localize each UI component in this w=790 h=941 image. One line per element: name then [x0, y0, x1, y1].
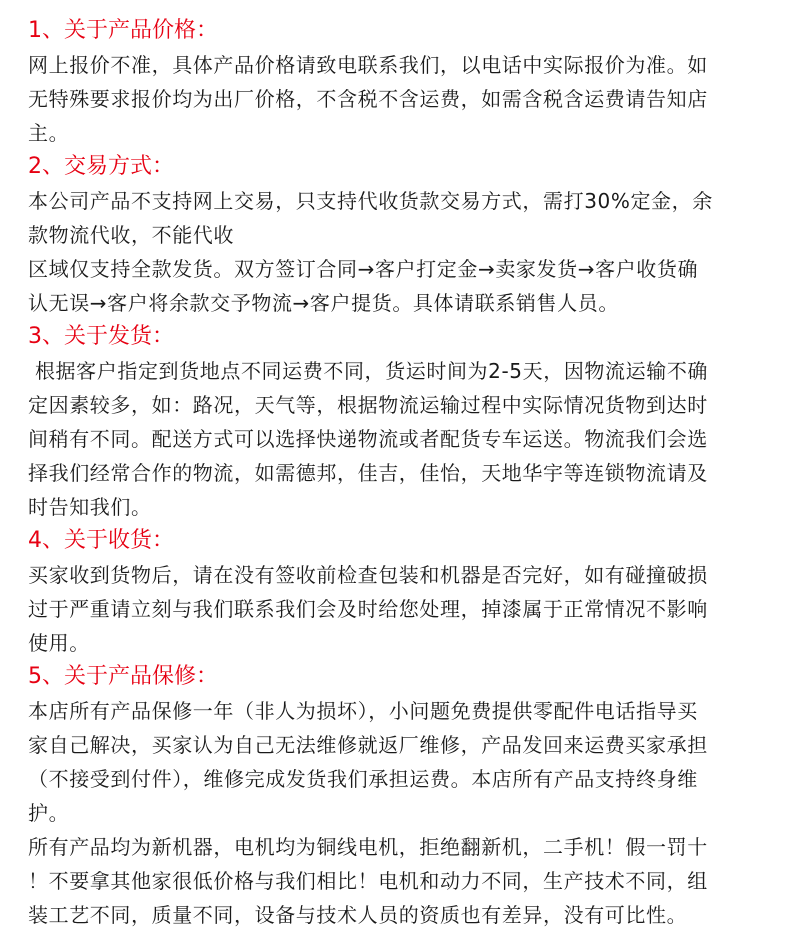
section-body-trade	[28, 184, 772, 320]
text-line: 定因素较多，如：路况，天气等，根据物流运输过程中实际情况货物到达时	[28, 393, 708, 417]
section-heading-receiving: 4、关于收货：	[28, 528, 174, 553]
text-line: 认无误→客户将余款交予物流→客户提货。具体请联系销售人员。	[28, 291, 619, 315]
section-body-price	[28, 48, 772, 150]
text-line: 本店所有产品保修一年（非人为损坏），小问题免费提供零配件电话指导买	[28, 699, 698, 723]
section-heading-trade: 2、交易方式：	[28, 154, 174, 179]
section-body-shipping	[28, 354, 772, 524]
text-line: 所有产品均为新机器，电机均为铜线电机，拒绝翻新机，二手机！假一罚十	[28, 835, 708, 859]
text-line: 无特殊要求报价均为出厂价格，不含税不含运费，如需含税含运费请告知店	[28, 87, 708, 111]
section-heading-price: 1、关于产品价格：	[28, 18, 218, 43]
section-heading-warranty: 5、关于产品保修：	[28, 664, 218, 689]
text-line: 护。	[28, 801, 70, 825]
text-line: 网上报价不准，具体产品价格请致电联系我们，以电话中实际报价为准。如	[28, 53, 708, 77]
section-heading-shipping: 3、关于发货：	[28, 324, 174, 349]
text-line: （不接受到付件），维修完成发货我们承担运费。本店所有产品支持终身维	[28, 767, 698, 791]
text-line: 过于严重请立刻与我们联系我们会及时给您处理，掉漆属于正常情况不影响	[28, 597, 708, 621]
section-body-warranty	[28, 694, 772, 932]
text-line: 本公司产品不支持网上交易，只支持代收货款交易方式，需打30%定金，余	[28, 189, 713, 213]
text-line: 款物流代收，不能代收	[28, 223, 234, 247]
text-line: ！不要拿其他家很低价格与我们相比！电机和动力不同，生产技术不同，组	[28, 869, 708, 893]
text-line: 根据客户指定到货地点不同运费不同，货运时间为2-5天，因物流运输不确	[28, 359, 709, 383]
text-line: 时告知我们。	[28, 495, 152, 519]
text-line: 主。	[28, 121, 70, 145]
text-line: 装工艺不同，质量不同，设备与技术人员的资质也有差异，没有可比性。	[28, 903, 688, 927]
section-body-receiving	[28, 558, 772, 660]
text-line: 择我们经常合作的物流，如需德邦，佳吉，佳怡，天地华宇等连锁物流请及	[28, 461, 708, 485]
text-line: 区域仅支持全款发货。双方签订合同→客户打定金→卖家发货→客户收货确	[28, 257, 699, 281]
text-line: 使用。	[28, 631, 90, 655]
text-line: 买家收到货物后，请在没有签收前检查包装和机器是否完好，如有碰撞破损	[28, 563, 708, 587]
text-line: 家自己解决，买家认为自己无法维修就返厂维修，产品发回来运费买家承担	[28, 733, 708, 757]
text-line: 间稍有不同。配送方式可以选择快递物流或者配货专车运送。物流我们会选	[28, 427, 708, 451]
